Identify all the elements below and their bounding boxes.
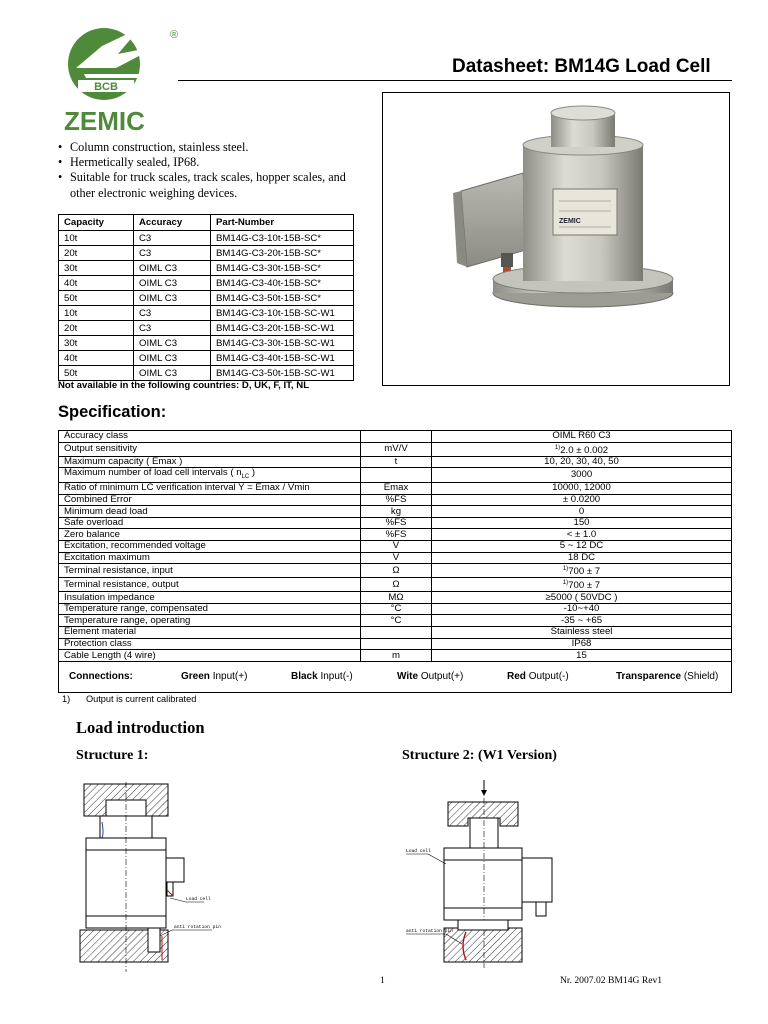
table-row: Element material Stainless steel bbox=[59, 627, 732, 639]
registered-mark: ® bbox=[170, 29, 179, 41]
table-row: Minimum dead load kg 0 bbox=[59, 506, 732, 518]
table-row: Excitation maximum V 18 DC bbox=[59, 552, 732, 564]
table-row: Temperature range, compensated °C -10~+40 bbox=[59, 603, 732, 615]
structure2-title: Structure 2: (W1 Version) bbox=[402, 748, 557, 763]
wire-shield: Transparence (Shield) bbox=[616, 670, 719, 682]
table-row: 30t OIML C3 BM14G-C3-30t-15B-SC-W1 bbox=[59, 336, 354, 351]
page-number: 1 bbox=[380, 975, 385, 986]
table-row: Excitation, recommended voltage V 5 ~ 12 DC bbox=[59, 541, 732, 553]
table-row: Output sensitivity mV/V $^{1)}$2.0 ± 0.002 bbox=[59, 442, 732, 456]
table-row: 30t OIML C3 BM14G-C3-30t-15B-SC* bbox=[59, 261, 354, 276]
table-row: Temperature range, operating °C -35 ~ +65 bbox=[59, 615, 732, 627]
bullet-icon: • bbox=[58, 155, 63, 170]
revision-label: Nr. 2007.02 BM14G Rev1 bbox=[560, 975, 663, 986]
spec-table bbox=[58, 430, 732, 693]
table-row: 20t C3 BM14G-C3-20t-15B-SC* bbox=[59, 246, 354, 261]
feature-item: • Suitable for truck scales, track scales, hopper scales, and other electronic weighing devices. bbox=[58, 170, 346, 200]
connections-label: Connections: bbox=[69, 670, 133, 682]
label-anti-rotation-pin: anti rotation pin bbox=[174, 925, 221, 930]
table-row: Cable Length (4 wire) m 15 bbox=[59, 650, 732, 662]
zemic-logo bbox=[62, 24, 182, 136]
label-load-cell: Load cell bbox=[406, 849, 431, 854]
table-row: Ratio of minimum LC verification interval Y = Emax / Vmin Emax 10000, 12000 bbox=[59, 483, 732, 495]
table-row: 50t OIML C3 BM14G-C3-50t-15B-SC* bbox=[59, 291, 354, 306]
spec-heading: Specification: bbox=[58, 403, 167, 421]
label-anti-rotation-pin: anti rotation pin bbox=[406, 929, 453, 934]
feature-list bbox=[58, 140, 368, 201]
wire-connections bbox=[59, 662, 731, 692]
wire-red: Red Output(-) bbox=[507, 670, 569, 682]
table-row: Safe overload %FS 150 bbox=[59, 517, 732, 529]
table-row: 10t C3 BM14G-C3-10t-15B-SC-W1 bbox=[59, 306, 354, 321]
footnote: 1) Output is current calibrated bbox=[62, 694, 197, 704]
table-row: Protection class IP68 bbox=[59, 638, 732, 650]
bullet-icon: • bbox=[58, 140, 63, 154]
table-row: Maximum number of load cell intervals ( $n_{LC}$ ) 3000 bbox=[59, 468, 732, 483]
column-header: Accuracy bbox=[134, 215, 211, 231]
structure1-title: Structure 1: bbox=[76, 748, 149, 763]
product-photo bbox=[382, 92, 730, 386]
wire-white: Wite Output(+) bbox=[397, 670, 464, 682]
page-title: Datasheet: BM14G Load Cell bbox=[452, 56, 711, 77]
table-row: 20t C3 BM14G-C3-20t-15B-SC-W1 bbox=[59, 321, 354, 336]
connections-row bbox=[59, 661, 732, 692]
header-divider bbox=[178, 80, 732, 81]
structure2-drawing bbox=[398, 778, 570, 974]
table-header-row bbox=[59, 215, 354, 231]
label-load-cell: Load cell bbox=[186, 897, 211, 902]
wire-green: Green Input(+) bbox=[181, 670, 248, 682]
wire-black: Black Input(-) bbox=[291, 670, 353, 682]
table-row: 50t OIML C3 BM14G-C3-50t-15B-SC-W1 bbox=[59, 366, 354, 381]
table-row: 40t OIML C3 BM14G-C3-40t-15B-SC* bbox=[59, 276, 354, 291]
availability-note: Not available in the following countries: D, UK, F, IT, NL bbox=[58, 380, 310, 391]
table-row: Combined Error %FS ± 0.0200 bbox=[59, 494, 732, 506]
table-row: 10t C3 BM14G-C3-10t-15B-SC* bbox=[59, 231, 354, 246]
table-row: Zero balance %FS < ± 1.0 bbox=[59, 529, 732, 541]
table-row: Maximum capacity ( Emax ) t 10, 20, 30, 40, 50 bbox=[59, 456, 732, 468]
column-header: Part-Number bbox=[211, 215, 354, 231]
column-header: Capacity bbox=[59, 215, 134, 231]
table-row: Accuracy class OIML R60 C3 bbox=[59, 431, 732, 443]
logo-text: ZEMIC bbox=[64, 106, 145, 136]
load-intro-heading: Load introduction bbox=[76, 718, 205, 737]
structure1-drawing bbox=[76, 778, 236, 974]
plate-brand: ZEMIC bbox=[559, 218, 581, 225]
table-row: Terminal resistance, input Ω $^{1)}$700 ± 7 bbox=[59, 564, 732, 578]
table-row: Terminal resistance, output Ω $^{1)}$700 ± 7 bbox=[59, 578, 732, 592]
table-row: Insulation impedance MΩ ≥5000 ( 50VDC ) bbox=[59, 592, 732, 604]
feature-item: • Column construction, stainless steel. bbox=[58, 140, 249, 154]
table-row: 40t OIML C3 BM14G-C3-40t-15B-SC-W1 bbox=[59, 351, 354, 366]
order-table bbox=[58, 214, 354, 381]
feature-item: • Hermetically sealed, IP68. bbox=[58, 155, 200, 170]
logo-mark: BCB bbox=[94, 81, 118, 93]
bullet-icon: • bbox=[58, 170, 63, 185]
